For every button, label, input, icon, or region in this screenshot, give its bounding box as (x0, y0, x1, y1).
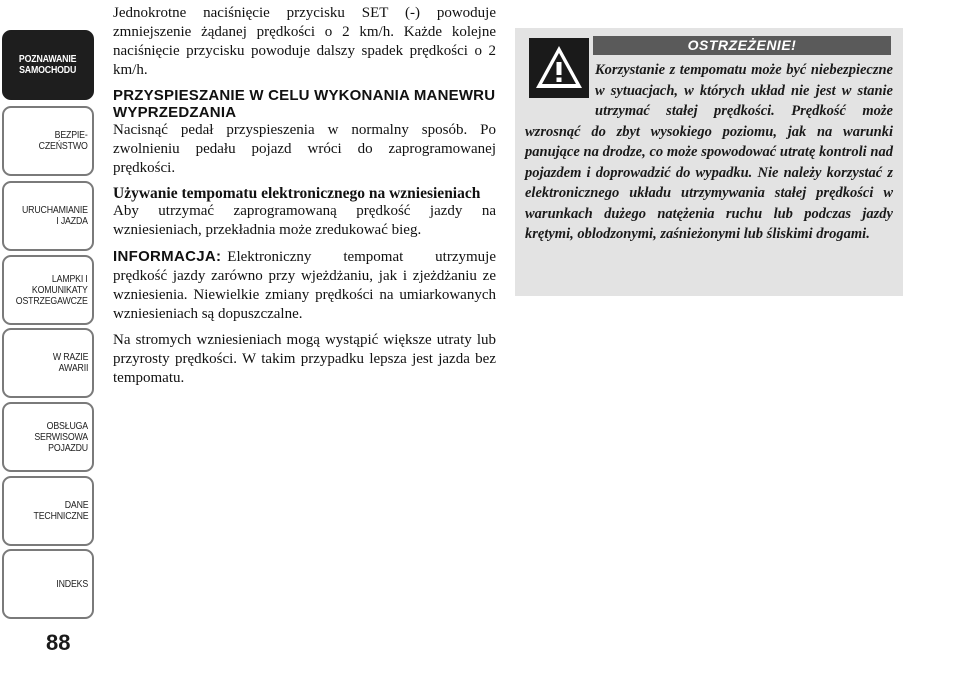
tab-label: OBSŁUGA SERWISOWA POJAZDU (34, 420, 88, 454)
tab-label: INDEKS (56, 578, 88, 590)
tab-label: DANE TECHNICZNE (33, 500, 88, 522)
tab-w-razie-awarii[interactable] (2, 328, 94, 398)
warning-title: OSTRZEŻENIE! (593, 36, 891, 55)
page-number: 88 (46, 630, 71, 655)
heading-overtaking: PRZYSPIESZANIE W CELU WYKONANIA MANEWRU WYPRZEDZANIA (113, 87, 496, 121)
main-column (113, 4, 496, 395)
heading-hills: Używanie tempomatu elektronicznego na wzniesieniach (113, 185, 481, 202)
tab-bezpieczenstwo[interactable] (2, 106, 94, 176)
tab-lampki-i-komunikaty[interactable] (2, 255, 94, 325)
paragraph-downshift: Aby utrzymać zaprogramowaną prędkość jazdy na wzniesieniach, przekładnia może zredukować bieg. (113, 203, 496, 238)
tab-label: BEZPIE- CZEŃSTWO (39, 130, 88, 152)
paragraph-steep-hills: Na stromych wzniesieniach mogą wystąpić większe utraty lub przyrosty prędkości. W takim przypadku lepsza jest jazda bez tempomatu. (113, 332, 496, 386)
tab-uruchamianie-i-jazda[interactable] (2, 181, 94, 251)
tab-label: POZNAWANIE SAMOCHODU (19, 54, 77, 76)
paragraph-set-minus: Jednokrotne naciśnięcie przycisku SET (-) powoduje zmniejszenie żądanej prędkości o 2 km/h. Każde kolejne naciśnięcie przycisku powoduje dalszy spadek prędkości o 2 km/h. (113, 5, 496, 78)
tab-label: URUCHAMIANIE I JAZDA (22, 205, 88, 227)
note-paragraph (113, 247, 496, 324)
note-text: Elektroniczny tempomat utrzymuje prędkość jazdy zarówno przy wjeżdżaniu, jak i zjeżdżaniu ze wzniesienia. Niewielkie zmiany prędkości na umiarkowanych wzniesieniach są dopuszczalne. (113, 249, 496, 322)
tab-obsluga-serwisowa[interactable] (2, 402, 94, 472)
tab-indeks[interactable] (2, 549, 94, 619)
warning-box (515, 28, 903, 296)
note-label: INFORMACJA: (113, 248, 222, 265)
tab-label: LAMPKI I KOMUNIKATY OSTRZEGAWCZE (16, 273, 88, 307)
tab-label: W RAZIE AWARII (52, 352, 88, 374)
chapter-tabs (0, 0, 100, 630)
tab-dane-techniczne[interactable] (2, 476, 94, 546)
paragraph-accelerator: Nacisnąć pedał przyspieszenia w normalny sposób. Po zwolnieniu pedału pojazd wróci do zaprogramowanej prędkości. (113, 122, 496, 176)
tab-poznawanie-samochodu[interactable] (2, 30, 94, 100)
warning-text: Korzystanie z tempomatu może być niebezpieczne w sytuacjach, w których układ nie jest w stanie utrzymać stałej prędkości. Prędkość może wzrosnąć do zbyt wysokiego poziomu, jak na warunki panujące na drodze, co może spowodować utratę kontroli nad pojazdem i doprowadzić do wypadku. Nie należy korzystać z elektronicznego układu utrzymywania stałej prędkości w warunkach dużego natężenia ruchu lub podczas jazdy krętymi, oblodzonymi, zaśnieżonymi lub śliskimi drogami. (525, 62, 893, 242)
